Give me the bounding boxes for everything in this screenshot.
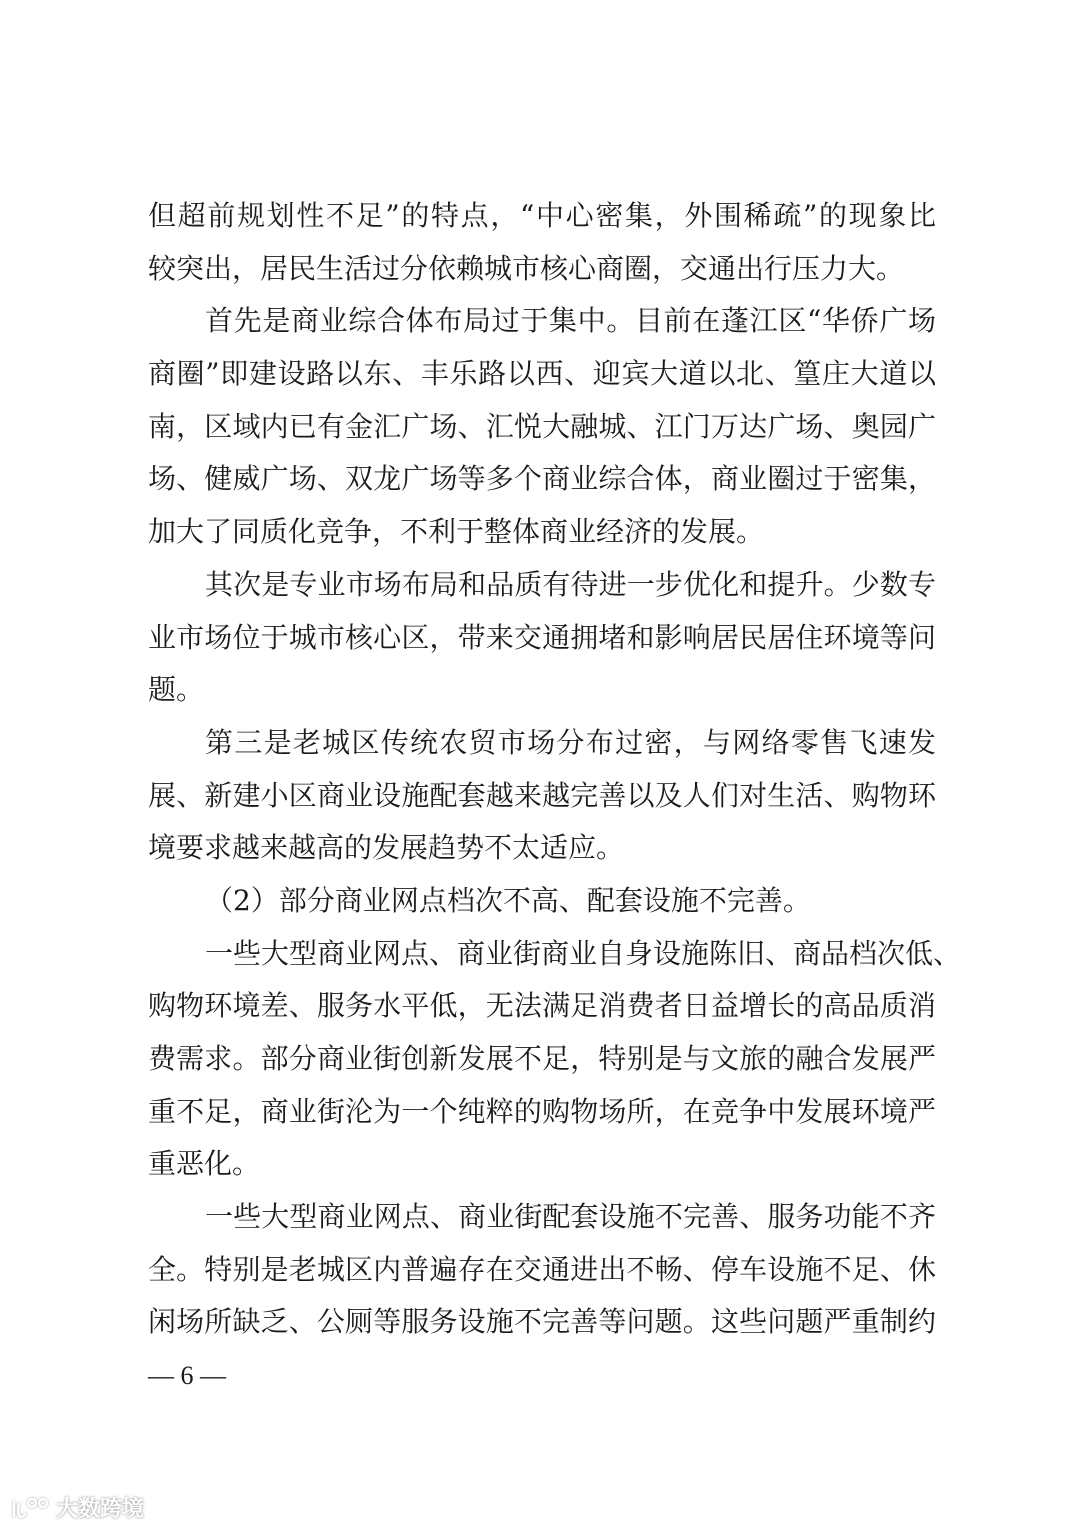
text-line: 闲场所缺乏、公厕等服务设施不完善等问题。这些问题严重制约 bbox=[148, 1305, 936, 1339]
text-line: 重恶化。 bbox=[148, 1147, 261, 1181]
text-line: 但超前规划性不足”的特点，“中心密集，外围稀疏”的现象比 bbox=[148, 199, 936, 232]
text-line: 购物环境差、服务水平低，无法满足消费者日益增长的高品质消 bbox=[148, 989, 936, 1023]
text-line: 重不足，商业街沦为一个纯粹的购物场所，在竞争中发展环境严 bbox=[148, 1094, 936, 1128]
page-number: — 6 — bbox=[148, 1361, 226, 1390]
text-line: 南，区域内已有金汇广场、汇悦大融城、江门万达广场、奥园广 bbox=[148, 409, 936, 443]
text-line: 第三是老城区传统农贸市场分布过密，与网络零售飞速发 bbox=[205, 725, 936, 759]
text-line: 首先是商业综合体布局过于集中。目前在蓬江区“华侨广场 bbox=[205, 304, 936, 338]
text-line: 其次是专业市场布局和品质有待进一步优化和提升。少数专 bbox=[205, 567, 936, 601]
watermark-logo-icon bbox=[10, 1495, 50, 1521]
watermark bbox=[10, 1492, 144, 1523]
text-line: 一些大型商业网点、商业街商业自身设施陈旧、商品档次低、 bbox=[205, 936, 962, 970]
text-line: 费需求。部分商业街创新发展不足，特别是与文旅的融合发展严 bbox=[148, 1042, 936, 1075]
text-line: 较突出，居民生活过分依赖城市核心商圈，交通出行压力大。 bbox=[148, 251, 905, 285]
text-line: 业市场位于城市核心区，带来交通拥堵和影响居民居住环境等问 bbox=[148, 620, 936, 654]
text-line: 境要求越来越高的发展趋势不太适应。 bbox=[148, 831, 625, 865]
text-line: 展、新建小区商业设施配套越来越完善以及人们对生活、购物环 bbox=[148, 778, 936, 812]
text-line: 题。 bbox=[148, 673, 205, 707]
text-line: 一些大型商业网点、商业街配套设施不完善、服务功能不齐 bbox=[205, 1200, 936, 1234]
text-line: （2）部分商业网点档次不高、配套设施不完善。 bbox=[205, 883, 811, 917]
text-line: 全。特别是老城区内普遍存在交通进出不畅、停车设施不足、休 bbox=[148, 1252, 936, 1286]
text-line: 商圈”即建设路以东、丰乐路以西、迎宾大道以北、篁庄大道以 bbox=[148, 357, 936, 391]
text-line: 加大了同质化竞争，不利于整体商业经济的发展。 bbox=[148, 515, 765, 549]
document-body bbox=[148, 190, 962, 1349]
text-line: 场、健威广场、双龙广场等多个商业综合体，商业圈过于密集， bbox=[148, 462, 936, 496]
watermark-text: 大数跨境 bbox=[56, 1497, 145, 1522]
